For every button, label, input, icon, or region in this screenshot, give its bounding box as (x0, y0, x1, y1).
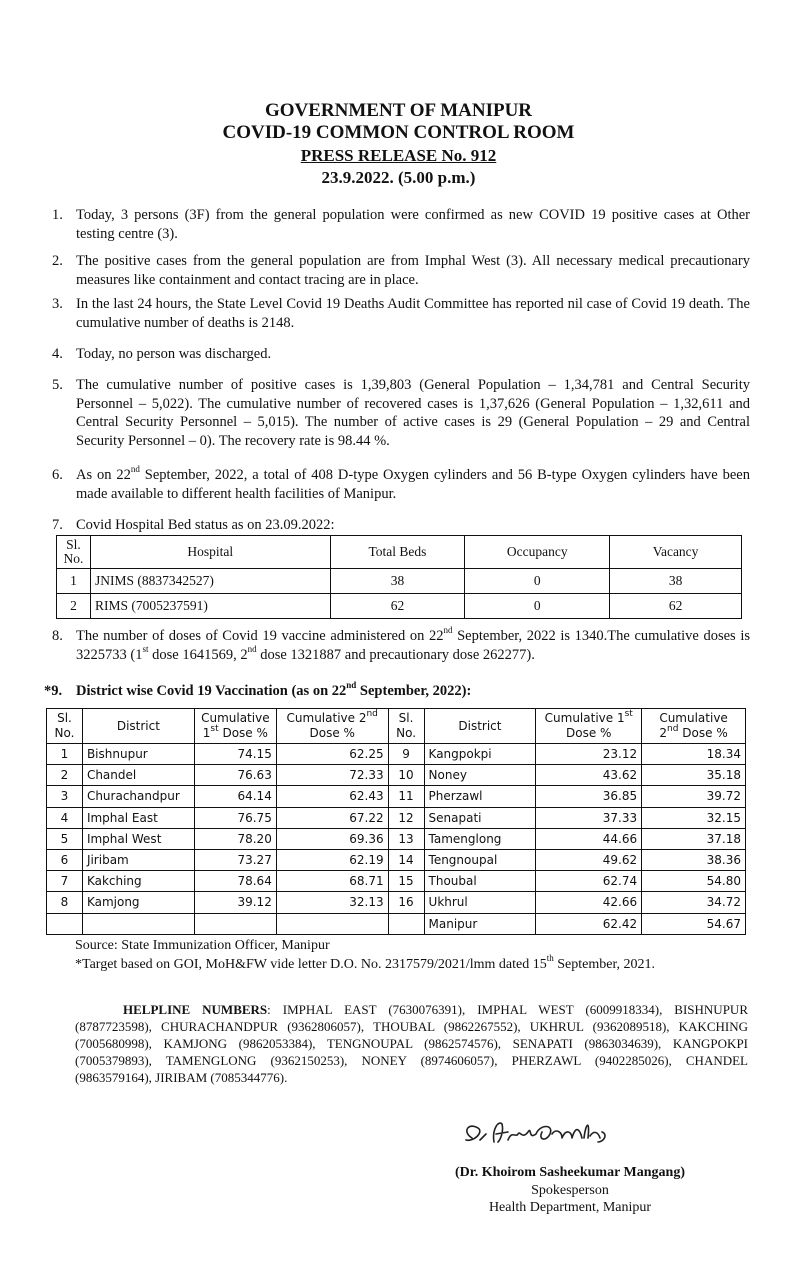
cell-2nd-dose: 35.18 (642, 765, 746, 786)
cell-sl: 5 (47, 828, 83, 849)
superscript: nd (667, 724, 679, 734)
table-row (47, 765, 746, 786)
cell-district: Kakching (82, 871, 194, 892)
cell-2nd-dose: 72.33 (276, 765, 388, 786)
point-number: 3. (52, 296, 63, 312)
point-1 (52, 206, 750, 243)
header-control-room: COVID-19 COMMON CONTROL ROOM (222, 122, 575, 143)
col-cumulative-1st-dose (194, 709, 276, 744)
text-part: September, 2022): (356, 683, 472, 699)
cell-district: Senapati (424, 807, 536, 828)
cell-district: Noney (424, 765, 536, 786)
point-7 (52, 516, 750, 535)
point-6 (52, 466, 750, 503)
cell-total: 38 (330, 569, 465, 594)
header-text: Dose % (218, 726, 268, 740)
cell-1st-dose (194, 913, 276, 934)
superscript: th (546, 953, 554, 964)
cell-sl: 8 (47, 892, 83, 913)
text-part: September, 2022, a total of 408 D-type Oxygen cylinders and 56 B-type Oxygen cylinders have been made available to different health facilities of Manipur. (76, 467, 750, 502)
table-row (57, 594, 742, 619)
table-row (47, 786, 746, 807)
point-text: Today, 3 persons (3F) from the general population were confirmed as new COVID 19 positive cases at Other testing centre (3). (76, 207, 750, 242)
header-text: Dose % (566, 726, 612, 740)
cell-sl: 1 (47, 744, 83, 765)
cell-district: Churachandpur (82, 786, 194, 807)
text-part: *Target based on GOI, MoH&FW vide letter D.O. No. 2317579/2021/lmm dated 15 (75, 957, 547, 972)
header-press-release-no: PRESS RELEASE No. 912 (300, 146, 497, 165)
cell-sl: 4 (47, 807, 83, 828)
col-district-2: District (424, 709, 536, 744)
cell-1st-dose: 43.62 (536, 765, 642, 786)
signatory-name: (Dr. Khoirom Sasheekumar Mangang) (455, 1165, 685, 1180)
table-row (47, 807, 746, 828)
point-text: Today, no person was discharged. (76, 346, 272, 362)
text-part: dose 1641569, 2 (148, 646, 248, 663)
table-header-row (57, 536, 742, 569)
header-date: 23.9.2022. (5.00 p.m.) (321, 168, 476, 187)
col-cumulative-1st-dose-2 (536, 709, 642, 744)
table-row (47, 744, 746, 765)
signature-image (458, 1110, 638, 1154)
cell-district: Imphal East (82, 807, 194, 828)
cell-district: Pherzawl (424, 786, 536, 807)
signatory-role: Spokesperson (531, 1183, 609, 1198)
text-part: The number of doses of Covid 19 vaccine administered on 22 (76, 628, 444, 644)
col-sl-no-2: Sl. No. (388, 709, 424, 744)
table-row (47, 871, 746, 892)
cell-2nd-dose: 32.13 (276, 892, 388, 913)
cell-1st-dose: 42.66 (536, 892, 642, 913)
text-part: dose 1321887 and precautionary dose 262277). (256, 646, 535, 663)
col-hospital: Hospital (90, 536, 330, 569)
cell-sl: 9 (388, 744, 424, 765)
point-text (76, 466, 750, 503)
cell-2nd-dose: 38.36 (642, 849, 746, 870)
table-row (47, 828, 746, 849)
header-text: Cumulative 1 (544, 711, 625, 725)
cell-2nd-dose: 18.34 (642, 744, 746, 765)
cell-2nd-dose: 34.72 (642, 892, 746, 913)
cell-total: 62 (330, 594, 465, 619)
header-government: GOVERNMENT OF MANIPUR (264, 100, 533, 121)
point-2 (52, 252, 750, 289)
point-5 (52, 376, 750, 450)
point-number: *9. (44, 683, 63, 699)
cell-district: Jiribam (82, 849, 194, 870)
superscript: nd (443, 625, 453, 636)
cell-district: Imphal West (82, 828, 194, 849)
cell-sl (388, 913, 424, 934)
point-3 (52, 295, 750, 332)
header-text: Cumulative (659, 711, 728, 725)
cell-occupancy: 0 (465, 594, 610, 619)
cell-occupancy: 0 (465, 569, 610, 594)
table-row (47, 849, 746, 870)
cell-sl: 7 (47, 871, 83, 892)
col-vacancy: Vacancy (610, 536, 742, 569)
cell-district: Kangpokpi (424, 744, 536, 765)
header-text: Dose % (309, 726, 355, 740)
cell-2nd-dose: 68.71 (276, 871, 388, 892)
cell-2nd-dose: 69.36 (276, 828, 388, 849)
cell-sl: 1 (57, 569, 91, 594)
cell-1st-dose: 37.33 (536, 807, 642, 828)
cell-2nd-dose: 62.25 (276, 744, 388, 765)
superscript: nd (130, 464, 140, 475)
cell-2nd-dose: 62.19 (276, 849, 388, 870)
cell-1st-dose: 36.85 (536, 786, 642, 807)
point-text (76, 627, 750, 664)
cell-district: Tengnoupal (424, 849, 536, 870)
point-number: 8. (52, 628, 63, 644)
point-8 (52, 627, 750, 664)
hospital-bed-table (56, 535, 742, 619)
point-number: 5. (52, 377, 63, 393)
helpline-numbers (75, 1001, 748, 1086)
point-number: 6. (52, 467, 63, 483)
cell-sl: 6 (47, 849, 83, 870)
cell-2nd-dose: 54.80 (642, 871, 746, 892)
cell-sl: 11 (388, 786, 424, 807)
point-text: The positive cases from the general population are from Imphal West (3). All necessary medical precautionary measures like containment and contact tracing are in place. (76, 253, 750, 288)
superscript: nd (366, 709, 378, 719)
cell-sl: 14 (388, 849, 424, 870)
cell-district: Tamenglong (424, 828, 536, 849)
cell-1st-dose: 76.75 (194, 807, 276, 828)
col-occupancy: Occupancy (465, 536, 610, 569)
col-total-beds: Total Beds (330, 536, 465, 569)
cell-1st-dose: 62.74 (536, 871, 642, 892)
cell-2nd-dose: 32.15 (642, 807, 746, 828)
cell-hospital: JNIMS (8837342527) (90, 569, 330, 594)
cell-district: Thoubal (424, 871, 536, 892)
cell-district: Kamjong (82, 892, 194, 913)
point-text: Covid Hospital Bed status as on 23.09.2022: (76, 517, 335, 533)
cell-1st-dose: 78.20 (194, 828, 276, 849)
point-text (76, 682, 742, 701)
point-9-heading (44, 682, 742, 701)
cell-sl: 13 (388, 828, 424, 849)
superscript: st (624, 709, 633, 719)
cell-hospital: RIMS (7005237591) (90, 594, 330, 619)
table-row (47, 913, 746, 934)
superscript: nd (346, 680, 357, 691)
header-text: Cumulative (201, 711, 270, 725)
cell-district: Manipur (424, 913, 536, 934)
cell-sl: 2 (57, 594, 91, 619)
superscript: st (142, 643, 149, 654)
point-number: 7. (52, 517, 63, 533)
district-vaccination-table (46, 708, 746, 935)
cell-vacancy: 38 (610, 569, 742, 594)
cell-sl: 15 (388, 871, 424, 892)
signatory-department: Health Department, Manipur (488, 1200, 652, 1215)
cell-sl: 16 (388, 892, 424, 913)
text-part: District wise Covid 19 Vaccination (as on 22 (76, 683, 347, 699)
cell-1st-dose: 74.15 (194, 744, 276, 765)
cell-2nd-dose: 54.67 (642, 913, 746, 934)
point-text: In the last 24 hours, the State Level Covid 19 Deaths Audit Committee has reported nil case of Covid 19 death. The cumulative number of deaths is 2148. (76, 296, 750, 331)
cell-district: Ukhrul (424, 892, 536, 913)
cell-1st-dose: 64.14 (194, 786, 276, 807)
text-part: September, 2022 is 1340.The cumulative doses is 3225733 (1 (76, 628, 750, 663)
cell-1st-dose: 49.62 (536, 849, 642, 870)
point-text: The cumulative number of positive cases is 1,39,803 (General Population – 1,34,781 and Central Security Personnel – 5,022). The cumulative number of recovered cases is 1,37,626 (General Population – 1,32,611 and Central Security Personnel – 5,015). The number of active cases is 29 (General Population – 29 and Central Security Personnel – 0). The recovery rate is 98.44 %. (76, 377, 750, 449)
vaccination-table-body (47, 744, 746, 935)
superscript: st (210, 724, 219, 734)
cell-1st-dose: 73.27 (194, 849, 276, 870)
col-cumulative-2nd-dose-2 (642, 709, 746, 744)
cell-1st-dose: 62.42 (536, 913, 642, 934)
cell-vacancy: 62 (610, 594, 742, 619)
cell-1st-dose: 78.64 (194, 871, 276, 892)
source-note: Source: State Immunization Officer, Manipur (75, 938, 330, 953)
point-4 (52, 345, 750, 364)
cell-sl: 12 (388, 807, 424, 828)
point-number: 2. (52, 253, 63, 269)
cell-2nd-dose: 37.18 (642, 828, 746, 849)
text-part: As on 22 (76, 467, 131, 483)
table-row (57, 569, 742, 594)
header-text: Cumulative 2 (286, 711, 367, 725)
cell-2nd-dose: 67.22 (276, 807, 388, 828)
cell-district: Bishnupur (82, 744, 194, 765)
point-number: 1. (52, 207, 63, 223)
cell-sl (47, 913, 83, 934)
cell-sl: 3 (47, 786, 83, 807)
cell-1st-dose: 44.66 (536, 828, 642, 849)
cell-district (82, 913, 194, 934)
cell-sl: 10 (388, 765, 424, 786)
col-sl-no: Sl. No. (47, 709, 83, 744)
cell-2nd-dose (276, 913, 388, 934)
header-text: 1 (202, 726, 211, 740)
target-note (75, 953, 656, 973)
table-header-row (47, 709, 746, 744)
cell-district: Chandel (82, 765, 194, 786)
col-district: District (82, 709, 194, 744)
col-sl-no: Sl. No. (57, 536, 91, 569)
cell-2nd-dose: 39.72 (642, 786, 746, 807)
text-part: September, 2021. (553, 957, 656, 972)
cell-2nd-dose: 62.43 (276, 786, 388, 807)
header-text: Dose % (678, 726, 728, 740)
col-cumulative-2nd-dose (276, 709, 388, 744)
cell-1st-dose: 76.63 (194, 765, 276, 786)
helpline-label: HELPLINE NUMBERS (123, 1002, 268, 1017)
table-row (47, 892, 746, 913)
superscript: nd (247, 643, 257, 654)
cell-sl: 2 (47, 765, 83, 786)
helpline-text: : IMPHAL EAST (7630076391), IMPHAL WEST (6009918334), BISHNUPUR (8787723598), CHURACHANDPUR (9362806057), THOUBAL (9862267552), UKHRUL (9362089518), KAKCHING (7005680998), KAMJONG (9862053384), TENGNOUPAL (9862574576), SENAPATI (9863034639), KANGPOKPI (7005379893), TAMENGLONG (9362150253), NONEY (8974606057), PHERZAWL (9402285026), CHANDEL (9863579164), JIRIBAM (7085344776). (75, 1002, 748, 1085)
cell-1st-dose: 39.12 (194, 892, 276, 913)
cell-1st-dose: 23.12 (536, 744, 642, 765)
header-text: 2 (659, 726, 668, 740)
point-number: 4. (52, 346, 63, 362)
